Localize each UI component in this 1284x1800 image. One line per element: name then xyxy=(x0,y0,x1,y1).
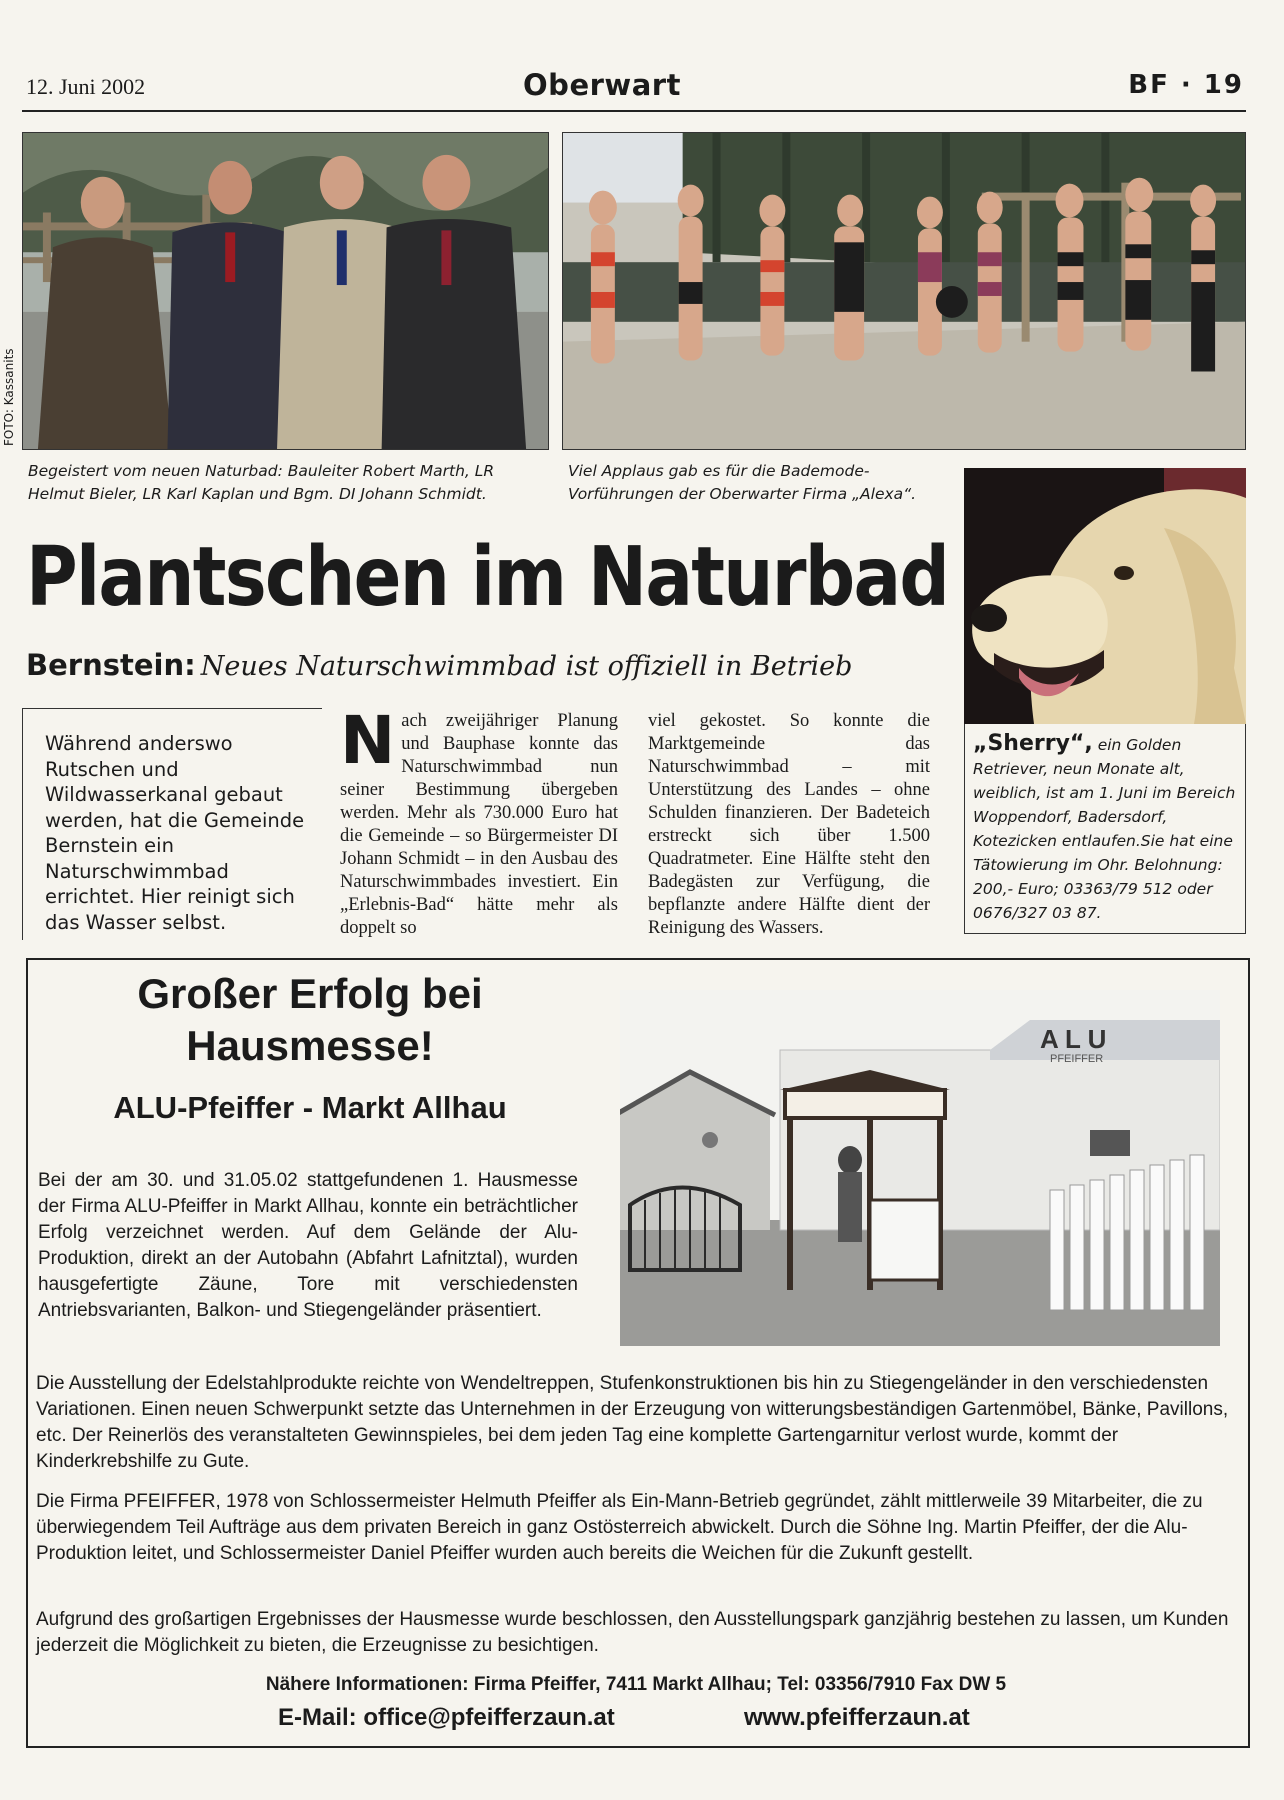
ad-title-line-2: Hausmesse! xyxy=(186,1022,434,1069)
caption-fashion-show: Viel Applaus gab es für die Bademode-Vorführungen der Oberwarter Firma „Alexa“. xyxy=(568,462,917,503)
subheadline-place: Bernstein: xyxy=(26,648,196,682)
photo-fashion-show xyxy=(562,132,1246,450)
photo-credit: FOTO: Kassanits xyxy=(2,348,16,446)
article-column-2: viel gekostet. So konnte die Marktgemeinde das Naturschwimmbad – mit Unterstützung des Landes – ohne Schulden finanzieren. Der Badeteich erstreckt sich über 1.500 Quadratmeter. Eine Hälfte steht den Badegästen zur Verfügung, die bepflanzte andere Hälfte dient der Reinigung des Wassers. xyxy=(648,711,930,938)
article-lead: Während anderswo Rutschen und Wildwasserkanal gebaut werden, hat die Gemeinde Bernstein ein Naturschwimmbad errichtet. Hier reinigt sich das Wasser selbst. xyxy=(22,708,322,940)
photo-exhibition-site xyxy=(620,990,1220,1346)
column-1-text: ach zweijähriger Planung und Bauphase konnte das Naturschwimmbad nun seiner Bestimmung übergeben werden. Mehr als 730.000 Euro hat die Gemeinde – so Bürgermeister DI Johann Schmidt – in den Ausbau des Naturschwimmbades investiert. Ein „Erlebnis-Bad“ hätte mehr als doppelt so xyxy=(340,711,618,938)
photo-dog xyxy=(964,468,1246,724)
dog-name: „Sherry“, xyxy=(973,731,1093,756)
article-subheadline xyxy=(26,648,852,682)
ad-title-line-1: Großer Erfolg bei xyxy=(137,970,483,1017)
ad-website: www.pfeifferzaun.at xyxy=(744,1704,970,1731)
issue-date: 12. Juni 2002 xyxy=(26,74,146,99)
subheadline-text: Neues Naturschwimmbad ist offiziell in Betrieb xyxy=(200,651,853,682)
drop-cap: N xyxy=(340,702,396,779)
dog-notice-text: ein Golden Retriever, neun Monate alt, weiblich, ist am 1. Juni im Bereich Woppendorf, Badersdorf, Kotezicken entlaufen.Sie hat eine Tätowierung im Ohr. Belohnung: 200,- Euro; 03363/79 512 oder 0676/327 03 87. xyxy=(973,736,1236,922)
lost-dog-notice xyxy=(964,724,1246,934)
section-title: Oberwart xyxy=(523,68,681,102)
building-sign-small: PFEIFFER xyxy=(1050,1053,1104,1065)
ad-subtitle: ALU-Pfeiffer - Markt Allhau xyxy=(113,1090,507,1125)
building-sign: A L U xyxy=(1040,1024,1107,1054)
caption-officials: Begeistert vom neuen Naturbad: Bauleiter Robert Marth, LR Helmut Bieler, LR Karl Kaplan und Bgm. DI Johann Schmidt. xyxy=(28,462,495,503)
ad-paragraph-1: Bei der am 30. und 31.05.02 stattgefundenen 1. Hausmesse der Firma ALU-Pfeiffer in Markt Allhau, konnte ein beträchtlicher Erfolg verzeichnet werden. Auf dem Gelände der Alu-Produktion, direkt an der Autobahn (Abfahrt Lafnitztal), wurden hausgefertigte Zäune, Tore mit verschiedensten Antriebsvarianten, Balkon- und Stiegengeländer präsentiert. xyxy=(38,1170,578,1321)
ad-title xyxy=(50,968,570,1072)
ad-paragraph-4: Aufgrund des großartigen Ergebnisses der Hausmesse wurde beschlossen, den Ausstellungspark ganzjährig bestehen zu lassen, um Kunden jederzeit die Möglichkeit zu bieten, die Erzeugnisse zu besichtigen. xyxy=(36,1609,1229,1656)
ad-paragraph-2: Die Ausstellung der Edelstahlprodukte reichte von Wendeltreppen, Stufenkonstruktionen bis hin zu Stiegengeländer in den verschiedensten Variationen. Einen neuen Schwerpunkt setzte das Unternehmen in der Erzeugung von witterungsbeständigen Gartenmöbel, Bänke, Pavillons, etc. Der Reinerlös des veranstalteten Gewinnspieles, bei dem jeden Tag eine komplette Gartengarnitur verlost wurde, kommt der Kinderkrebshilfe zu Gute. xyxy=(36,1373,1229,1472)
page-number: BF · 19 xyxy=(1128,70,1244,100)
photo-officials xyxy=(22,132,549,450)
article-column-1 xyxy=(340,702,618,940)
ad-paragraph-3: Die Firma PFEIFFER, 1978 von Schlossermeister Helmuth Pfeiffer als Ein-Mann-Betrieb gegründet, zählt mittlerweile 39 Mitarbeiter, die zu überwiegendem Teil Aufträge aus dem privaten Bereich in ganz Ostösterreich abwickelt. Durch die Söhne Ing. Martin Pfeiffer, der die Alu-Produktion leitet, und Schlossermeister Daniel Pfeiffer wurden auch bereits die Weichen für die Zukunft gestellt. xyxy=(36,1491,1203,1564)
article-headline: Plantschen im Naturbad xyxy=(26,530,949,625)
ad-email: E-Mail: office@pfeifferzaun.at xyxy=(278,1704,615,1731)
ad-contact-info: Nähere Informationen: Firma Pfeiffer, 7411 Markt Allhau; Tel: 03356/7910 Fax DW 5 xyxy=(265,1674,1007,1695)
header-rule xyxy=(22,110,1246,112)
